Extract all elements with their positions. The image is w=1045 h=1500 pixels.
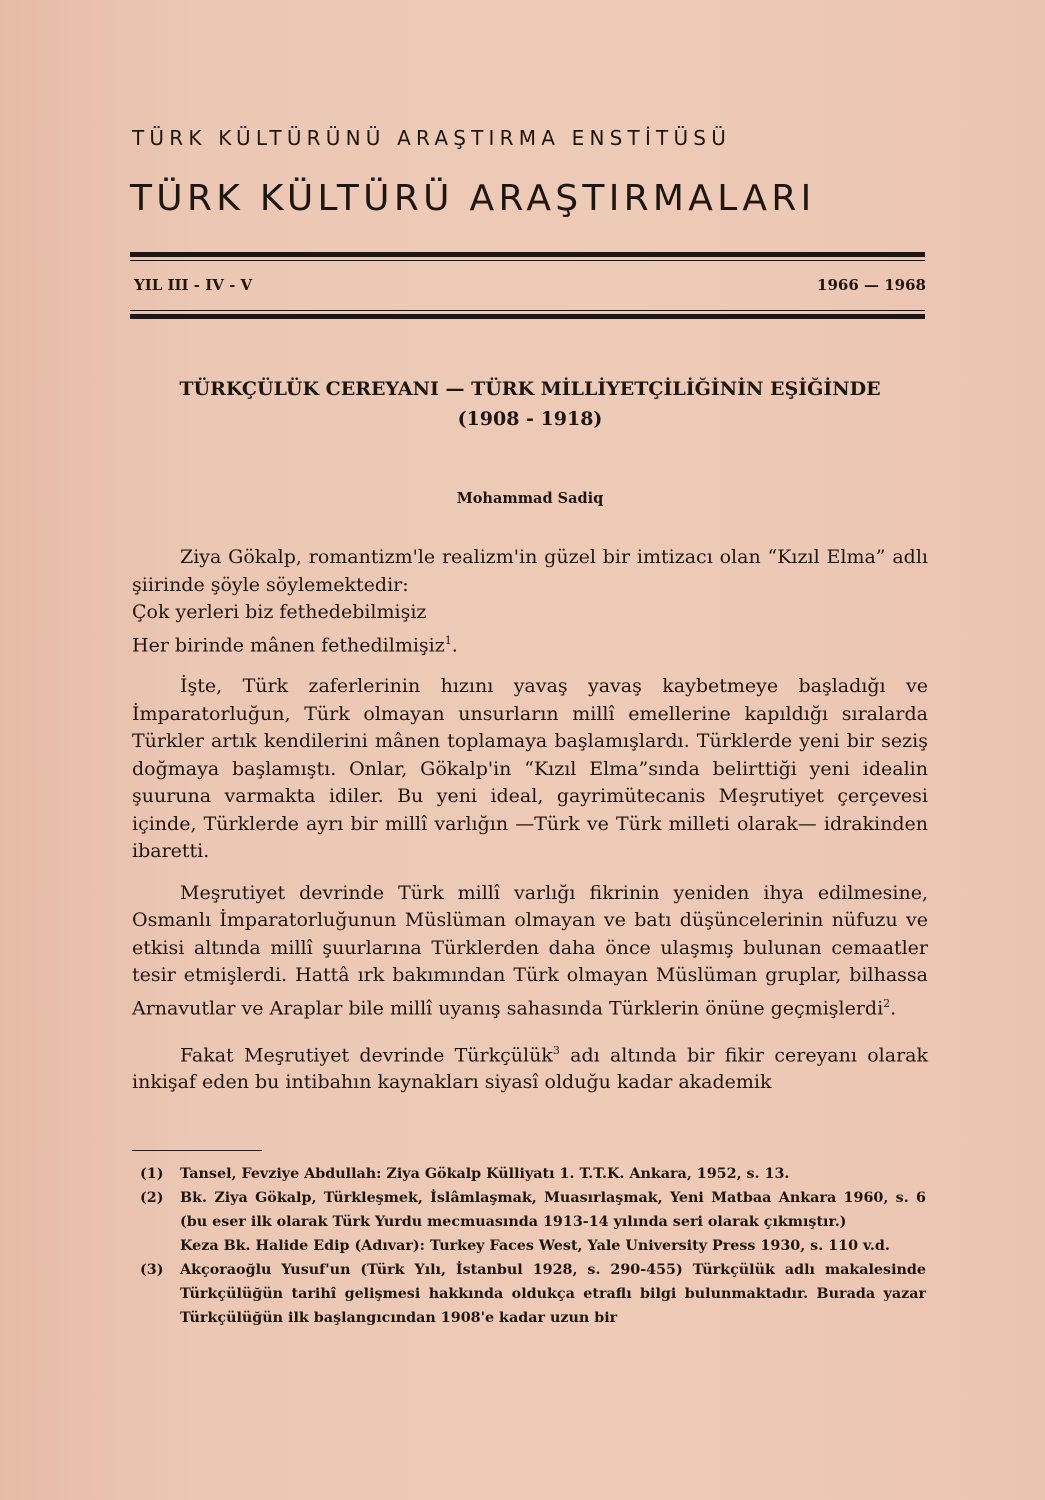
paragraph-3-text: Meşrutiyet devrinde Türk millî varlığı fikrinin yeniden ihya edilmesine, Osmanlı İmparatorluğunun Müslüman olmayan ve batı düşüncelerinin nüfuzu ve etkisi altında millî şuurlarına Türklerden daha önce ulaşmış bulunan cemaatler tesir etmişlerdi. Hattâ ırk bakımından Türk olmayan Müslüman gruplar, bilhassa Arnavutlar ve Araplar bile millî uyanış sahasında Türklerin önüne geçmişlerdi <box>132 881 928 1020</box>
verse-line-2 <box>132 627 928 660</box>
years-label: 1966 — 1968 <box>817 276 926 294</box>
footnote-3 <box>140 1258 926 1330</box>
verse-line-2-end: . <box>451 633 458 656</box>
footnote-1 <box>140 1162 926 1186</box>
verse-line-1: Çok yerleri biz fethedebilmişiz <box>132 601 427 623</box>
institute-name: TÜRK KÜLTÜRÜNÜ ARAŞTIRMA ENSTİTÜSÜ <box>132 126 732 150</box>
article-title-block <box>132 374 928 434</box>
paragraph-1: Ziya Gökalp, romantizm'le realizm'in güzel bir imtizacı olan “Kızıl Elma” adlı şiirinde şöyle söylemektedir: <box>132 546 928 596</box>
footnote-ref-2: 2 <box>883 996 891 1010</box>
header-rule-bottom <box>130 314 925 319</box>
paragraph-3 <box>132 880 928 1023</box>
article-author: Mohammad Sadiq <box>456 490 604 507</box>
footnote-ref-3: 3 <box>552 1043 560 1057</box>
issue-line <box>134 276 926 294</box>
header-rule-top-thin <box>130 260 925 261</box>
paragraph-2: İşte, Türk zaferlerinin hızını yavaş yavaş kaybetmeye başladığı ve İmparatorluğun, Türk olmayan unsurların millî emellerine kapıldığı sıralarda Türkler artık kendilerini mânen toplamaya başlamışlardı. Türklerde yeni bir seziş doğmaya başlamıştı. Onlar, Gökalp'in “Kızıl Elma”sında belirttiği yeni idealin şuuruna varmakta idiler. Bu yeni ideal, gayrimütecanis Meşrutiyet çerçevesi içinde, Türklerde ayrı bir millî varlığın —Türk ve Türk milleti olarak— idrakinden ibaretti. <box>132 675 928 863</box>
footnotes <box>140 1162 926 1330</box>
footnote-3-number: (3) <box>140 1262 164 1278</box>
paragraph-3-end: . <box>890 997 897 1020</box>
verse-line-2-text: Her birinde mânen fethedilmişiz <box>132 633 445 656</box>
footnote-ref-1: 1 <box>444 633 452 647</box>
article-period: (1908 - 1918) <box>457 408 603 430</box>
footnote-1-text: Tansel, Fevziye Abdullah: Ziya Gökalp Külliyatı 1. T.T.K. Ankara, 1952, s. 13. <box>180 1166 790 1182</box>
volume-label: YIL III - IV - V <box>134 276 253 294</box>
paragraph-4-start: Fakat Meşrutiyet devrinde Türkçülük <box>180 1043 553 1066</box>
footnote-2 <box>140 1186 926 1258</box>
footnote-2-number: (2) <box>140 1190 164 1206</box>
article-body <box>132 544 928 1097</box>
footnote-2-continuation: Keza Bk. Halide Edip (Adıvar): Turkey Faces West, Yale University Press 1930, s. 110 v.d. <box>180 1238 890 1254</box>
journal-title: TÜRK KÜLTÜRÜ ARAŞTIRMALARI <box>130 178 816 219</box>
footnote-2-text: Bk. Ziya Gökalp, Türkleşmek, İslâmlaşmak, Muasırlaşmak, Yeni Matbaa Ankara 1960, s. 6 (bu eser ilk olarak Türk Yurdu mecmuasında 1913-14 yılında seri olarak çıkmıştır.) <box>180 1190 926 1230</box>
footnote-rule <box>132 1150 262 1151</box>
header-rule-top <box>130 252 925 257</box>
paragraph-4-rest: adı altında bir fikir cereyanı olarak inkişaf eden bu intibahın kaynakları siyasî olduğu kadar akademik <box>132 1043 928 1094</box>
paragraph-4 <box>132 1037 928 1097</box>
header-rule-bottom-thin <box>130 310 925 311</box>
article-title: TÜRKÇÜLÜK CEREYANI — TÜRK MİLLİYETÇİLİĞİNİN EŞİĞİNDE <box>179 378 881 400</box>
footnote-3-text: Akçoraoğlu Yusuf'un (Türk Yılı, İstanbul 1928, s. 290-455) Türkçülük adlı makalesinde Türkçülüğün tarihî gelişmesi hakkında oldukça etraflı bilgi bulunmaktadır. Burada yazar Türkçülüğün ilk başlangıcından 1908'e kadar uzun bir <box>180 1262 926 1326</box>
footnote-1-number: (1) <box>140 1166 164 1182</box>
